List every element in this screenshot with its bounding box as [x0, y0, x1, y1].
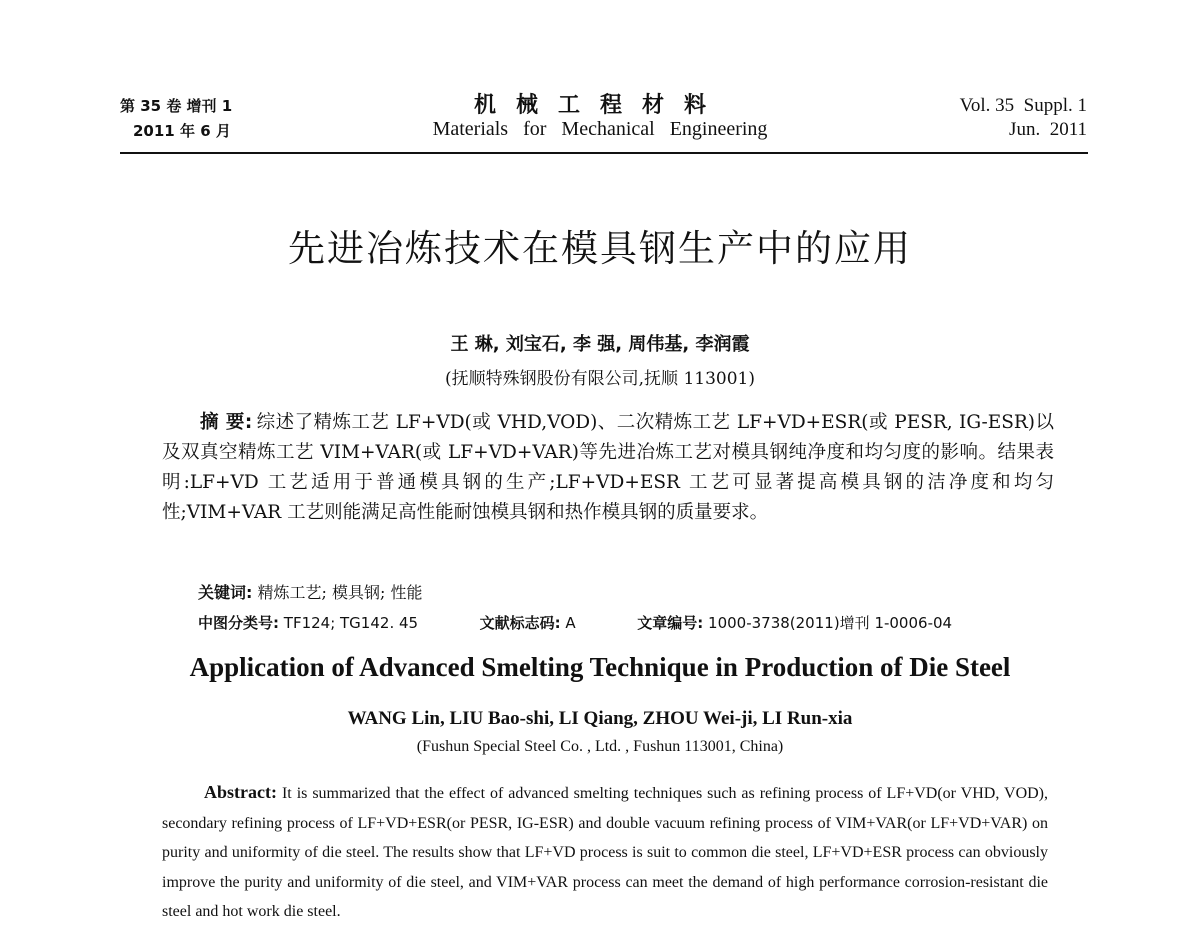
clc-value: TF124; TG142. 45: [283, 614, 419, 632]
keywords-label: 关键词:: [198, 583, 253, 602]
affiliation-cn: (抚顺特殊钢股份有限公司,抚顺 113001): [445, 369, 755, 389]
article-no-value: 1000-3738(2011)增刊 1-0006-04: [708, 614, 953, 632]
abstract-en: [162, 778, 1048, 927]
affiliation-en: (Fushun Special Steel Co. , Ltd. , Fushun 113001, China): [416, 738, 784, 755]
classification-line: [198, 612, 1098, 633]
date-cn: 2011 年 6 月: [133, 122, 231, 140]
journal-title-en: Materials for Mechanical Engineering: [432, 118, 768, 140]
volume-issue-cn: 第 35 卷 增刊 1: [120, 97, 233, 115]
abstract-en-label: Abstract:: [204, 782, 277, 802]
abstract-cn: [162, 408, 1054, 528]
header-rule: [120, 152, 1088, 154]
paper-title-en: Application of Advanced Smelting Technique in Production of Die Steel: [189, 652, 1011, 682]
doc-code-label: 文献标志码:: [479, 614, 561, 632]
authors-en: WANG Lin, LIU Bao-shi, LI Qiang, ZHOU Wei-ji, LI Run-xia: [347, 708, 853, 729]
authors-cn: 王 琳, 刘宝石, 李 强, 周伟基, 李润霞: [450, 334, 750, 355]
abstract-cn-text: 综述了精炼工艺 LF+VD(或 VHD,VOD)、二次精炼工艺 LF+VD+ESR(或 PESR, IG-ESR)以及双真空精炼工艺 VIM+VAR(或 LF+VD+VAR)等先进冶炼工艺对模具钢纯净度和均匀度的影响。结果表明:LF+VD 工艺适用于普通模具钢的生产;LF+VD+ESR 工艺可显著提高模具钢的洁净度和均匀性;VIM+VAR 工艺则能满足高性能耐蚀模具钢和热作模具钢的质量要求。: [162, 412, 1054, 523]
clc-label: 中图分类号:: [198, 614, 279, 632]
abstract-cn-label: 摘 要:: [200, 412, 253, 433]
article-no-label: 文章编号:: [637, 614, 704, 632]
keywords: [198, 580, 422, 603]
journal-title-cn: 机械工程材料: [473, 92, 726, 118]
doc-code-value: A: [565, 614, 576, 632]
date-en: Jun. 2011: [1009, 119, 1087, 140]
abstract-en-text: It is summarized that the effect of advanced smelting techniques such as refining process of LF+VD(or VHD, VOD), secondary refining process of LF+VD+ESR(or PESR, IG-ESR) and double vacuum refining process of VIM+VAR(or LF+VD+VAR) on purity and uniformity of die steel. The results show that LF+VD process is suit to common die steel, LF+VD+ESR process can obviously improve the purity and uniformity of die steel, and VIM+VAR process can meet the demand of high performance corrosion-resistant die steel and hot work die steel.: [162, 785, 1049, 920]
volume-issue-en: Vol. 35 Suppl. 1: [959, 95, 1087, 116]
paper-title-cn: 先进冶炼技术在模具钢生产中的应用: [288, 227, 912, 270]
keywords-text: 精炼工艺; 模具钢; 性能: [257, 583, 423, 602]
